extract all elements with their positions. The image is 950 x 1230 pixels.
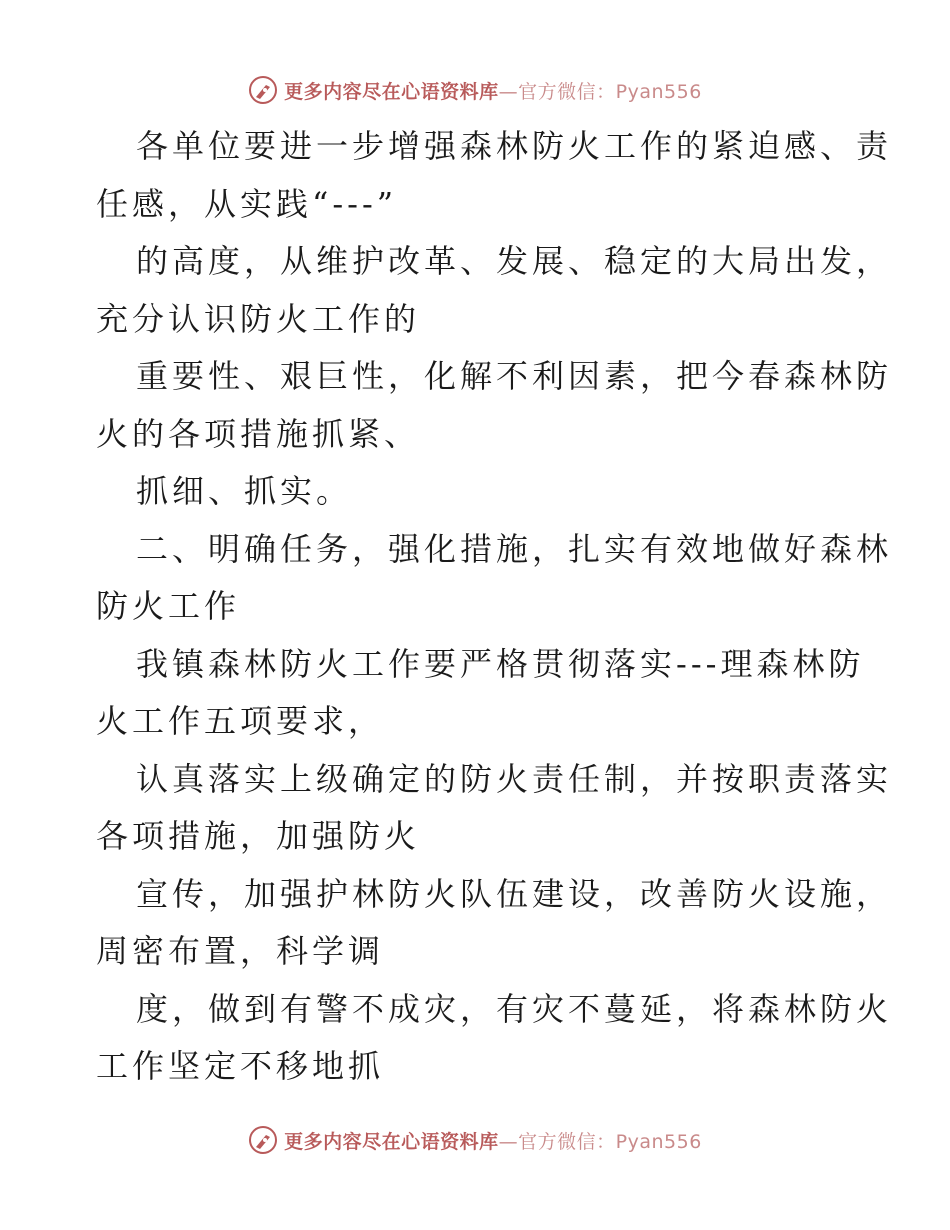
document-body — [96, 118, 893, 1096]
pen-nib-icon — [248, 1125, 278, 1155]
section-heading: 二、明确任务，强化措施，扎实有效地做好森林 — [136, 529, 893, 568]
text-line: 周密布置，科学调 — [96, 932, 385, 970]
text-line: 充分认识防火工作的 — [96, 299, 421, 338]
text-line: 度，做到有警不成灾，有灾不蔓延，将森林防火 — [136, 989, 893, 1028]
text-line: 抓细、抓实。 — [136, 472, 353, 510]
text-line: 各项措施，加强防火 — [96, 817, 421, 855]
pen-nib-icon — [248, 75, 278, 105]
text-line: 认真落实上级确定的防火责任制，并按职责落实 — [136, 759, 893, 798]
text-line: 任感，从实践“---” — [96, 184, 398, 223]
text-line: 火工作五项要求， — [96, 702, 385, 740]
watermark-text: 更多内容尽在心语资料库—官方微信：Pyan556 — [284, 80, 702, 103]
header-watermark — [0, 70, 950, 110]
text-line: 火的各项措施抓紧、 — [96, 414, 421, 453]
text-line: 各单位要进一步增强森林防火工作的紧迫感、责 — [136, 127, 893, 165]
watermark-text: 更多内容尽在心语资料库—官方微信：Pyan556 — [284, 1130, 702, 1153]
section-heading-continued: 防火工作 — [96, 587, 241, 625]
footer-watermark — [0, 1120, 950, 1160]
text-line: 宣传，加强护林防火队伍建设，改善防火设施， — [136, 874, 893, 913]
text-line: 我镇森林防火工作要严格贯彻落实---理森林防 — [136, 644, 865, 683]
text-line: 的高度，从维护改革、发展、稳定的大局出发， — [136, 242, 893, 280]
text-line: 重要性、艰巨性，化解不利因素，把今春森林防 — [136, 357, 893, 395]
text-line: 工作坚定不移地抓 — [96, 1047, 385, 1085]
